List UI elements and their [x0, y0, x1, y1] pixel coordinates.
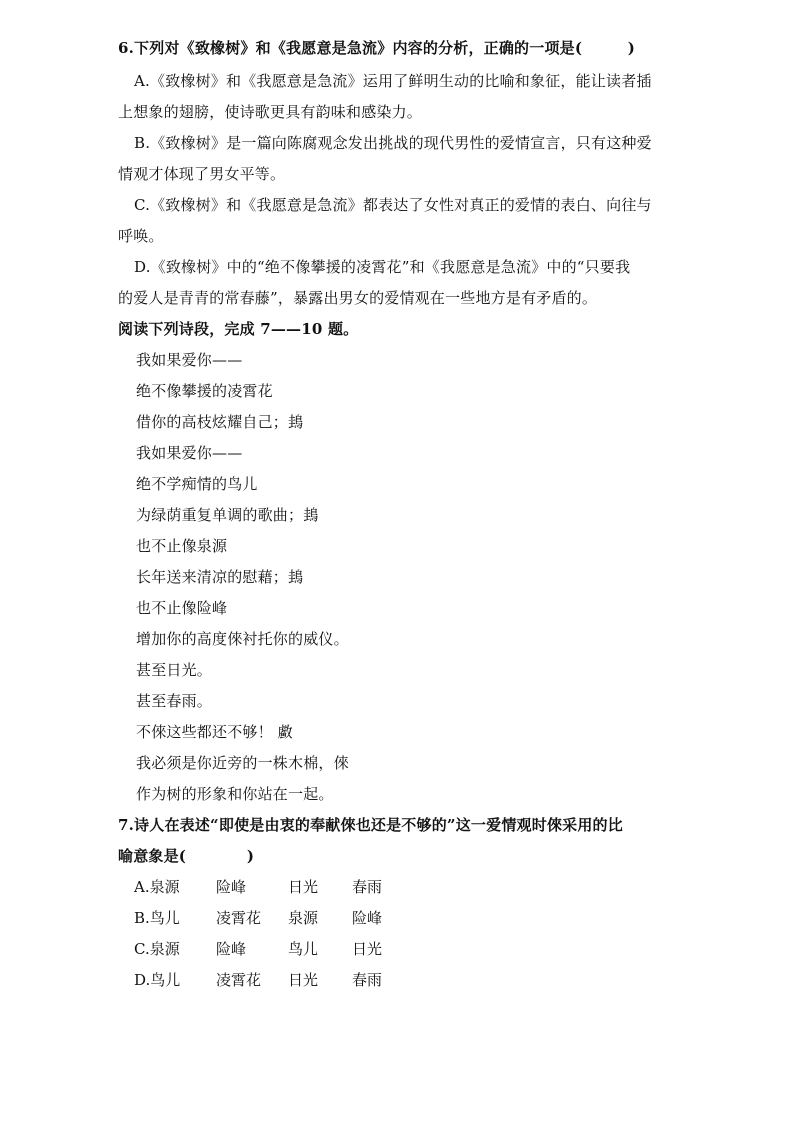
q6-option-c-line1: C.《致橡树》和《我愿意是急流》都表达了女性对真正的爱情的表白、向往与	[134, 196, 652, 214]
q7-option-item: 鸟儿	[288, 940, 319, 958]
q6-option-b-line2: 情观才体现了男女平等。	[118, 165, 286, 183]
q7-option-item: 泉源	[288, 909, 319, 927]
reading-instruction: 阅读下列诗段，完成 7——10 题。	[118, 320, 359, 338]
poem-line: 不倈这些都还不够！ 䲣	[136, 723, 293, 741]
q6-option-d-line1: D.《致橡树》中的“绝不像攀援的凌霄花”和《我愿意是急流》中的“只要我	[134, 258, 631, 276]
question-7-stem-line2: 喻意象是( )	[118, 847, 255, 865]
poem-line: 我如果爱你——	[136, 351, 243, 369]
poem-line: 我必须是你近旁的一株木棉，倈	[136, 754, 349, 772]
poem-line: 为绿荫重复单调的歌曲；䳏	[136, 506, 319, 524]
poem-line: 长年送来清凉的慰藉；䳏	[136, 568, 304, 586]
poem-line: 也不止像泉源	[136, 537, 228, 555]
q6-option-c-line2: 呼唤。	[118, 227, 164, 245]
q7-option-item: 春雨	[352, 878, 383, 896]
q7-option-item: 险峰	[216, 878, 247, 896]
q7-option-d	[134, 970, 434, 990]
q7-option-item: 险峰	[216, 940, 247, 958]
q7-option-item: 凌霄花	[216, 909, 262, 927]
poem-line: 借你的高枝炫耀自己；䳏	[136, 413, 304, 431]
q7-option-a	[134, 877, 434, 897]
q7-option-label: B.鸟儿	[134, 909, 180, 927]
q7-option-item: 日光	[288, 971, 319, 989]
poem-line: 作为树的形象和你站在一起。	[136, 785, 334, 803]
poem-line: 也不止像险峰	[136, 599, 228, 617]
q7-option-c	[134, 939, 434, 959]
q6-option-a-line1: A.《致橡树》和《我愿意是急流》运用了鲜明生动的比喻和象征，能让读者插	[134, 72, 652, 90]
q7-option-label: D.鸟儿	[134, 971, 181, 989]
q6-option-b-line1: B.《致橡树》是一篇向陈腐观念发出挑战的现代男性的爱情宣言，只有这种爱	[134, 134, 652, 152]
poem-line: 增加你的高度倈衬托你的威仪。	[136, 630, 349, 648]
question-6-stem: 6.下列对《致橡树》和《我愿意是急流》内容的分析，正确的一项是( )	[118, 39, 636, 57]
poem-line: 甚至春雨。	[136, 692, 213, 710]
poem-line: 绝不像攀援的凌霄花	[136, 382, 273, 400]
q7-option-b	[134, 908, 434, 928]
q7-option-label: C.泉源	[134, 940, 180, 958]
q7-option-item: 日光	[352, 940, 383, 958]
q7-option-item: 险峰	[352, 909, 383, 927]
poem-line: 甚至日光。	[136, 661, 213, 679]
q7-option-item: 日光	[288, 878, 319, 896]
q6-option-a-line2: 上想象的翅膀，使诗歌更具有韵味和感染力。	[118, 103, 423, 121]
q7-option-item: 凌霄花	[216, 971, 262, 989]
q7-option-item: 春雨	[352, 971, 383, 989]
poem-line: 绝不学痴情的鸟儿	[136, 475, 258, 493]
poem-line: 我如果爱你——	[136, 444, 243, 462]
question-7-stem-line1: 7.诗人在表述“即使是由衷的奉献倈也还是不够的”这一爱情观时倈采用的比	[118, 816, 623, 834]
q6-option-d-line2: 的爱人是青青的常春藤”，暴露出男女的爱情观在一些地方是有矛盾的。	[118, 289, 598, 307]
q7-option-label: A.泉源	[134, 878, 180, 896]
